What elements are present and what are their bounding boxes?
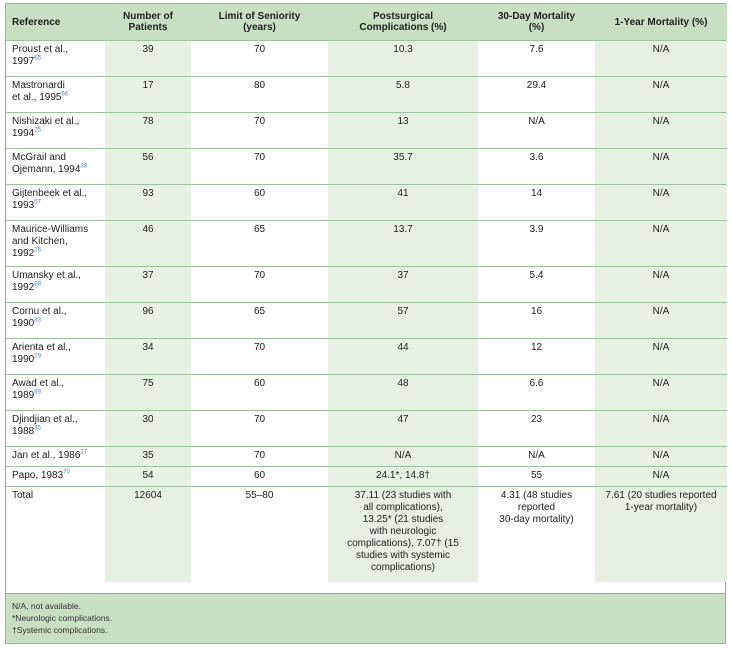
cell-seniority: 70 <box>191 339 328 375</box>
cell-seniority: 70 <box>191 149 328 185</box>
cell-mortality1y: N/A <box>595 303 727 339</box>
cell-mortality1y: N/A <box>595 185 727 221</box>
cell-mortality30: 14 <box>478 185 595 221</box>
cell-patients: 35 <box>105 447 191 467</box>
header-reference: Reference <box>6 4 105 41</box>
header-row <box>6 4 727 41</box>
cell-reference <box>6 41 105 77</box>
table-row <box>6 447 727 467</box>
reference-text: Cornu et al., 1990 <box>12 306 67 329</box>
header-patients: Number of Patients <box>105 4 191 41</box>
cell-reference <box>6 467 105 487</box>
reference-text: Umansky et al., 1992 <box>12 270 81 293</box>
cell-mortality30: 55 <box>478 467 595 487</box>
citation-number: 29 <box>34 353 41 360</box>
table-row <box>6 267 727 303</box>
cell-mortality1y: N/A <box>595 267 727 303</box>
cell-patients: 17 <box>105 77 191 113</box>
cell-patients: 39 <box>105 41 191 77</box>
header-seniority: Limit of Seniority (years) <box>191 4 328 41</box>
cell-patients: 78 <box>105 113 191 149</box>
cell-mortality1y: N/A <box>595 339 727 375</box>
cell-seniority: 70 <box>191 267 328 303</box>
cell-complications: 48 <box>328 375 478 411</box>
cell-reference <box>6 221 105 267</box>
cell-complications: 37 <box>328 267 478 303</box>
cell-mortality1y: 7.61 (20 studies reported 1-year mortality) <box>595 487 727 583</box>
table-row <box>6 467 727 487</box>
cell-reference <box>6 149 105 185</box>
cell-complications: 13 <box>328 113 478 149</box>
cell-mortality1y: N/A <box>595 113 727 149</box>
citation-number: 70 <box>63 469 70 476</box>
cell-patients: 75 <box>105 375 191 411</box>
cell-mortality1y: N/A <box>595 375 727 411</box>
table-row <box>6 375 727 411</box>
cell-mortality1y: N/A <box>595 411 727 447</box>
reference-text: Arienta et al., 1990 <box>12 342 71 365</box>
reference-text: Proust et al., 1997 <box>12 44 69 67</box>
table-row <box>6 221 727 267</box>
cell-reference <box>6 185 105 221</box>
cell-complications: 24.1*, 14.8† <box>328 467 478 487</box>
cell-reference <box>6 411 105 447</box>
cell-complications: 57 <box>328 303 478 339</box>
cell-reference <box>6 77 105 113</box>
table-container <box>5 3 726 644</box>
reference-text: Maurice-Williams and Kitchen, 1992 <box>12 224 89 259</box>
table-row <box>6 487 727 583</box>
cell-mortality30: 4.31 (48 studies reported 30-day mortality) <box>478 487 595 583</box>
citation-number: 67 <box>34 199 41 206</box>
cell-complications: 37.11 (23 studies with all complications), 13.25* (21 studies with neurologic complications), 7.07† (15 studies with systemic complications) <box>328 487 478 583</box>
cell-patients: 96 <box>105 303 191 339</box>
citation-number: 38 <box>80 163 88 170</box>
citation-number: 27 <box>80 449 88 456</box>
cell-mortality30: 16 <box>478 303 595 339</box>
footnote-systemic: †Systemic complications. <box>12 625 108 635</box>
cell-mortality30: 5.4 <box>478 267 595 303</box>
cell-patients: 12604 <box>105 487 191 583</box>
cell-mortality1y: N/A <box>595 77 727 113</box>
cell-seniority: 60 <box>191 467 328 487</box>
reference-text: Nishizaki et al., 1994 <box>12 116 80 139</box>
cell-patients: 54 <box>105 467 191 487</box>
cell-patients: 56 <box>105 149 191 185</box>
cell-reference <box>6 375 105 411</box>
citation-number: 68 <box>34 281 41 288</box>
cell-seniority: 70 <box>191 113 328 149</box>
cell-reference <box>6 113 105 149</box>
cell-reference <box>6 267 105 303</box>
cell-complications: 41 <box>328 185 478 221</box>
reference-text: Awad et al., 1989 <box>12 378 65 401</box>
table-row <box>6 113 727 149</box>
footnote-na: N/A, not available. <box>12 601 81 611</box>
cell-mortality1y: N/A <box>595 149 727 185</box>
citation-number: 65 <box>34 55 41 62</box>
cell-reference <box>6 303 105 339</box>
header-complications: Postsurgical Complications (%) <box>328 4 478 41</box>
cell-seniority: 70 <box>191 447 328 467</box>
cell-complications: 13.7 <box>328 221 478 267</box>
table-row <box>6 339 727 375</box>
citation-number: 35 <box>34 425 41 432</box>
table-row <box>6 411 727 447</box>
cell-seniority: 65 <box>191 303 328 339</box>
reference-text: Gijtenbeek et al., 1993 <box>12 188 88 211</box>
data-table <box>6 4 727 582</box>
cell-complications: 44 <box>328 339 478 375</box>
cell-reference <box>6 339 105 375</box>
table-row <box>6 303 727 339</box>
cell-complications: N/A <box>328 447 478 467</box>
header-mortality-1y: 1-Year Mortality (%) <box>595 4 727 41</box>
reference-text: Total <box>12 490 34 501</box>
cell-patients: 93 <box>105 185 191 221</box>
cell-seniority: 55–80 <box>191 487 328 583</box>
cell-mortality30: 29.4 <box>478 77 595 113</box>
header-mortality-30: 30-Day Mortality (%) <box>478 4 595 41</box>
cell-mortality30: N/A <box>478 447 595 467</box>
cell-complications: 35.7 <box>328 149 478 185</box>
footnote-neurologic: *Neurologic complications. <box>12 613 113 623</box>
cell-mortality30: 3.6 <box>478 149 595 185</box>
cell-mortality1y: N/A <box>595 467 727 487</box>
cell-mortality1y: N/A <box>595 41 727 77</box>
cell-seniority: 70 <box>191 411 328 447</box>
table-footnotes <box>6 593 725 643</box>
cell-complications: 47 <box>328 411 478 447</box>
reference-text: Mastronardi et al., 1995 <box>12 80 65 103</box>
table-row <box>6 149 727 185</box>
cell-patients: 34 <box>105 339 191 375</box>
table-row <box>6 41 727 77</box>
cell-reference <box>6 487 105 583</box>
cell-patients: 37 <box>105 267 191 303</box>
citation-number: 26 <box>34 247 41 254</box>
cell-complications: 10.3 <box>328 41 478 77</box>
cell-mortality30: N/A <box>478 113 595 149</box>
table-row <box>6 77 727 113</box>
citation-number: 69 <box>34 389 41 396</box>
cell-seniority: 80 <box>191 77 328 113</box>
cell-mortality30: 7.6 <box>478 41 595 77</box>
cell-seniority: 60 <box>191 185 328 221</box>
reference-text: Jan et al., 1986 <box>12 450 81 461</box>
cell-mortality30: 6.6 <box>478 375 595 411</box>
reference-text: Papo, 1983 <box>12 470 64 481</box>
cell-mortality30: 12 <box>478 339 595 375</box>
cell-mortality30: 23 <box>478 411 595 447</box>
cell-seniority: 70 <box>191 41 328 77</box>
citation-number: 25 <box>34 127 41 134</box>
reference-text: Djindjian et al., 1988 <box>12 414 78 437</box>
reference-text: McGrail and Ojemann, 1994 <box>12 152 81 175</box>
cell-patients: 46 <box>105 221 191 267</box>
cell-seniority: 60 <box>191 375 328 411</box>
citation-number: 83 <box>34 317 41 324</box>
cell-seniority: 65 <box>191 221 328 267</box>
cell-mortality30: 3.9 <box>478 221 595 267</box>
cell-mortality1y: N/A <box>595 447 727 467</box>
cell-patients: 30 <box>105 411 191 447</box>
table-row <box>6 185 727 221</box>
cell-reference <box>6 447 105 467</box>
cell-complications: 5.8 <box>328 77 478 113</box>
citation-number: 66 <box>61 91 69 98</box>
cell-mortality1y: N/A <box>595 221 727 267</box>
